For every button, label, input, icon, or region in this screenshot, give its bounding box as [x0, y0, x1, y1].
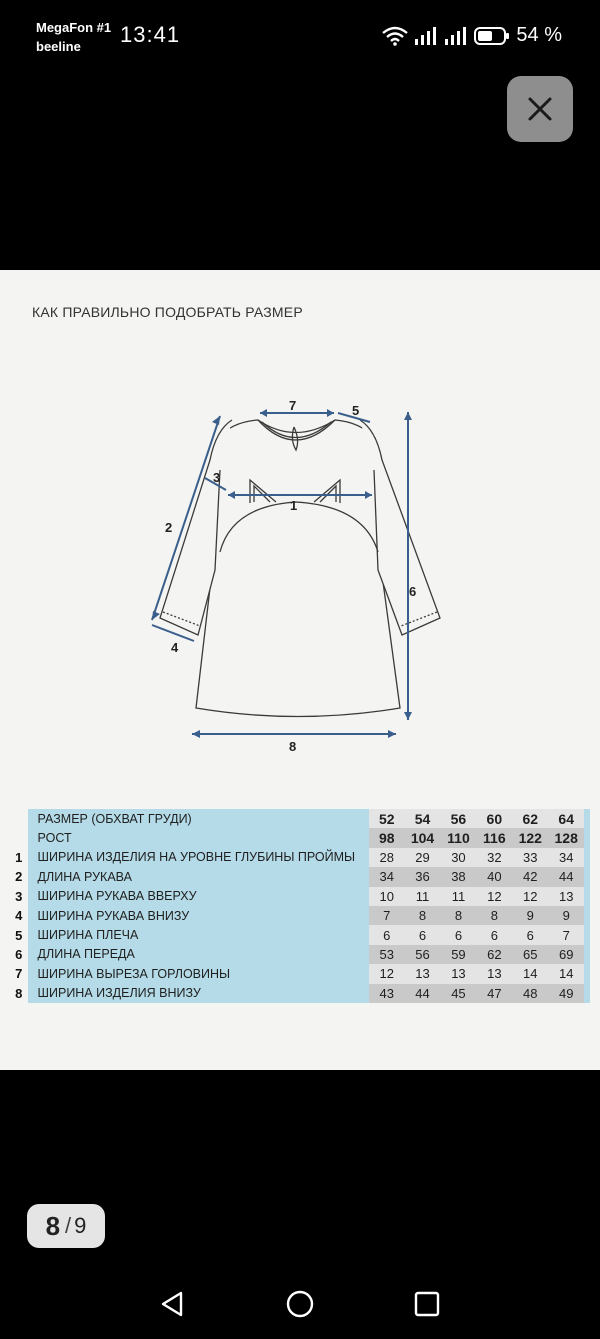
value-cell: 11 [440, 887, 476, 906]
value-cell: 8 [440, 906, 476, 925]
page-indicator [27, 1204, 105, 1248]
table-row [10, 848, 590, 867]
value-cell: 13 [476, 964, 512, 983]
table-row [10, 964, 590, 983]
size-cell: 56 [440, 809, 476, 828]
value-cell: 12 [369, 964, 405, 983]
row-number: 1 [10, 848, 28, 867]
height-cell: 116 [476, 828, 512, 847]
value-cell: 13 [548, 887, 584, 906]
table-row [10, 925, 590, 944]
row-label: ШИРИНА ВЫРЕЗА ГОРЛОВИНЫ [28, 964, 369, 983]
recents-icon [414, 1291, 440, 1317]
height-cell: 110 [440, 828, 476, 847]
height-cell: 128 [548, 828, 584, 847]
value-cell: 7 [369, 906, 405, 925]
callout-8: 8 [289, 739, 297, 754]
carrier-2: beeline [36, 39, 81, 54]
value-cell: 69 [548, 945, 584, 964]
value-cell: 14 [512, 964, 548, 983]
callout-1: 1 [290, 498, 298, 513]
value-cell: 56 [405, 945, 441, 964]
battery-icon [474, 26, 510, 46]
row-number: 4 [10, 906, 28, 925]
close-button[interactable] [507, 76, 573, 142]
value-cell: 8 [405, 906, 441, 925]
row-label: ШИРИНА РУКАВА ВНИЗУ [28, 906, 369, 925]
value-cell: 43 [369, 984, 405, 1003]
value-cell: 53 [369, 945, 405, 964]
row-label: ШИРИНА РУКАВА ВВЕРХУ [28, 887, 369, 906]
value-cell: 32 [476, 848, 512, 867]
callout-4: 4 [171, 640, 179, 655]
size-cell: 60 [476, 809, 512, 828]
value-cell: 44 [405, 984, 441, 1003]
value-cell: 9 [548, 906, 584, 925]
table-height-row [10, 828, 590, 847]
height-cell: 122 [512, 828, 548, 847]
close-icon [527, 96, 553, 122]
table-row [10, 906, 590, 925]
back-icon [159, 1290, 185, 1318]
callout-5: 5 [352, 403, 360, 418]
value-cell: 62 [476, 945, 512, 964]
back-button[interactable] [152, 1284, 192, 1324]
value-cell: 42 [512, 867, 548, 886]
system-icons [382, 24, 562, 47]
row-number: 8 [10, 984, 28, 1003]
size-cell: 64 [548, 809, 584, 828]
table-row [10, 867, 590, 886]
callout-3: 3 [213, 470, 221, 485]
value-cell: 13 [405, 964, 441, 983]
row-number: 3 [10, 887, 28, 906]
value-cell: 9 [512, 906, 548, 925]
value-cell: 8 [476, 906, 512, 925]
home-icon [285, 1289, 315, 1319]
status-bar [0, 0, 600, 70]
value-cell: 14 [548, 964, 584, 983]
value-cell: 12 [512, 887, 548, 906]
height-label: РОСТ [28, 828, 369, 847]
value-cell: 33 [512, 848, 548, 867]
signal-1-icon [414, 26, 438, 46]
value-cell: 36 [405, 867, 441, 886]
value-cell: 6 [369, 925, 405, 944]
size-cell: 62 [512, 809, 548, 828]
table-row [10, 984, 590, 1003]
value-cell: 38 [440, 867, 476, 886]
size-chart-image[interactable] [0, 270, 600, 1070]
garment-diagram [0, 270, 600, 770]
table-row [10, 887, 590, 906]
navigation-bar [0, 1270, 600, 1339]
value-cell: 12 [476, 887, 512, 906]
table-row [10, 945, 590, 964]
value-cell: 44 [548, 867, 584, 886]
callout-2: 2 [165, 520, 173, 535]
value-cell: 10 [369, 887, 405, 906]
size-cell: 54 [405, 809, 441, 828]
row-number: 7 [10, 964, 28, 983]
row-label: ДЛИНА ПЕРЕДА [28, 945, 369, 964]
value-cell: 13 [440, 964, 476, 983]
value-cell: 28 [369, 848, 405, 867]
value-cell: 29 [405, 848, 441, 867]
row-label: ШИРИНА ПЛЕЧА [28, 925, 369, 944]
size-cell: 52 [369, 809, 405, 828]
value-cell: 6 [512, 925, 548, 944]
height-cell: 104 [405, 828, 441, 847]
value-cell: 40 [476, 867, 512, 886]
carrier-info [36, 18, 111, 56]
value-cell: 30 [440, 848, 476, 867]
callout-7: 7 [289, 398, 297, 413]
value-cell: 6 [405, 925, 441, 944]
size-table [10, 809, 590, 1003]
value-cell: 45 [440, 984, 476, 1003]
table-header-row [10, 809, 590, 828]
chart-title: КАК ПРАВИЛЬНО ПОДОБРАТЬ РАЗМЕР [32, 304, 303, 320]
callout-6: 6 [409, 584, 417, 599]
battery-percent: 54 % [516, 24, 562, 46]
value-cell: 34 [548, 848, 584, 867]
recents-button[interactable] [407, 1284, 447, 1324]
page-current: 8 [45, 1210, 61, 1241]
value-cell: 65 [512, 945, 548, 964]
value-cell: 48 [512, 984, 548, 1003]
signal-2-icon [444, 26, 468, 46]
value-cell: 7 [548, 925, 584, 944]
value-cell: 11 [405, 887, 441, 906]
height-cell: 98 [369, 828, 405, 847]
row-label: ШИРИНА ИЗДЕЛИЯ ВНИЗУ [28, 984, 369, 1003]
clock: 13:41 [120, 22, 181, 47]
value-cell: 34 [369, 867, 405, 886]
row-label: ДЛИНА РУКАВА [28, 867, 369, 886]
carrier-1: MegaFon #1 [36, 20, 112, 35]
page-separator: / [65, 1213, 72, 1238]
header-label: РАЗМЕР (ОБХВАТ ГРУДИ) [28, 809, 369, 828]
page-total: 9 [74, 1213, 87, 1238]
home-button[interactable] [280, 1284, 320, 1324]
value-cell: 6 [476, 925, 512, 944]
row-number: 6 [10, 945, 28, 964]
row-number: 5 [10, 925, 28, 944]
row-label: ШИРИНА ИЗДЕЛИЯ НА УРОВНЕ ГЛУБИНЫ ПРОЙМЫ [28, 848, 369, 867]
value-cell: 6 [440, 925, 476, 944]
wifi-icon [382, 26, 408, 46]
value-cell: 47 [476, 984, 512, 1003]
row-number: 2 [10, 867, 28, 886]
value-cell: 49 [548, 984, 584, 1003]
value-cell: 59 [440, 945, 476, 964]
